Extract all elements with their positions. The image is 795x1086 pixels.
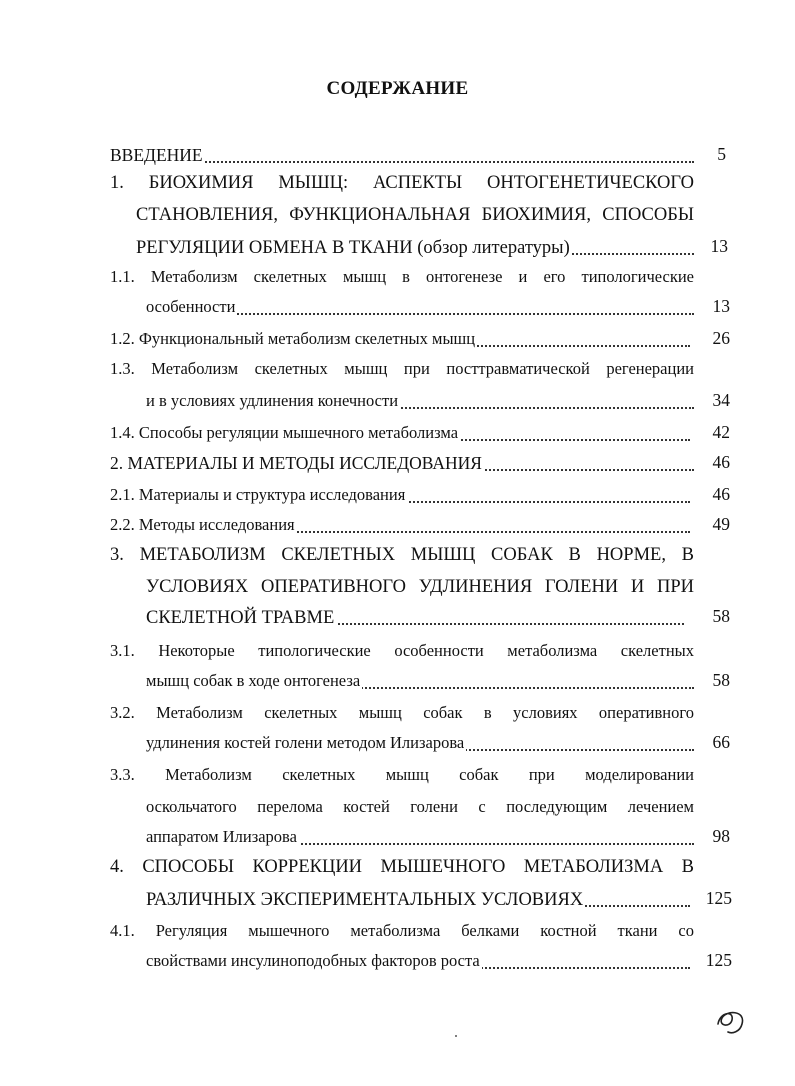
toc-line: мышц собак в ходе онтогенеза	[146, 671, 361, 690]
toc-line: РЕГУЛЯЦИИ ОБМЕНА В ТКАНИ (обзор литературы)	[136, 238, 570, 258]
toc-line: особенности	[146, 297, 236, 316]
toc-page-number: 58	[712, 670, 730, 690]
toc-entry-4-1	[146, 950, 690, 972]
toc-entry-1-3	[146, 390, 694, 412]
toc-line: 1.4. Способы регуляции мышечного метаболизма	[110, 423, 459, 442]
toc-page-number: 46	[712, 452, 730, 472]
toc-page-number: 98	[712, 826, 730, 846]
toc-page-number: 125	[705, 888, 732, 908]
toc-page-number: 13	[710, 236, 728, 256]
toc-line: удлинения костей голени методом Илизарова	[146, 733, 465, 752]
toc-entry-2-2	[110, 514, 690, 536]
toc-page-number: 125	[705, 950, 732, 970]
toc-line: УСЛОВИЯХ ОПЕРАТИВНОГО УДЛИНЕНИЯ ГОЛЕНИ И ПРИ	[146, 577, 694, 597]
toc-line: и в условиях удлинения конечности	[146, 391, 399, 410]
toc-line: 3.2. Метаболизм скелетных мышц собак в условиях оперативного	[110, 703, 694, 722]
toc-page-number: 58	[712, 606, 730, 626]
toc-entry-3-2	[146, 732, 694, 754]
toc-line: СКЕЛЕТНОЙ ТРАВМЕ	[146, 608, 335, 628]
toc-page-number: 42	[712, 422, 730, 442]
toc-line: СТАНОВЛЕНИЯ, ФУНКЦИОНАЛЬНАЯ БИОХИМИЯ, СПОСОБЫ	[136, 205, 694, 225]
toc-line: свойствами инсулиноподобных факторов роста	[146, 951, 480, 970]
toc-line: 1. БИОХИМИЯ МЫШЦ: АСПЕКТЫ ОНТОГЕНЕТИЧЕСКОГО	[110, 173, 694, 193]
toc-page-number: 66	[712, 732, 730, 752]
toc-entry-1-4	[110, 422, 690, 444]
toc-line: 3.3. Метаболизм скелетных мышц собак при моделировании	[110, 765, 694, 784]
toc-entry-1-2	[110, 328, 690, 350]
toc-line: 1.3. Метаболизм скелетных мышц при посттравматической регенерации	[110, 359, 694, 378]
toc-page-number: 49	[712, 514, 730, 534]
toc-line: 2.2. Методы исследования	[110, 515, 295, 534]
toc-entry-intro	[110, 144, 694, 166]
toc-page-number: 34	[712, 390, 730, 410]
toc-page-number: 46	[712, 484, 730, 504]
toc-entry-2-1	[110, 484, 690, 506]
toc-line: 4.1. Регуляция мышечного метаболизма белками костной ткани со	[110, 921, 694, 940]
page-title: СОДЕРЖАНИЕ	[326, 78, 469, 99]
toc-line: 3.1. Некоторые типологические особенности метаболизма скелетных	[110, 641, 694, 660]
toc-line: 4. СПОСОБЫ КОРРЕКЦИИ МЫШЕЧНОГО МЕТАБОЛИЗМА В	[110, 857, 694, 877]
handwritten-page-mark-icon	[712, 1002, 752, 1042]
toc-entry-1-1	[146, 296, 694, 318]
toc-entry-3-3	[146, 826, 694, 848]
toc-line: РАЗЛИЧНЫХ ЭКСПЕРИМЕНТАЛЬНЫХ УСЛОВИЯХ	[146, 890, 584, 910]
toc-line: 2. МАТЕРИАЛЫ И МЕТОДЫ ИССЛЕДОВАНИЯ	[110, 453, 482, 473]
scan-speck	[455, 1035, 457, 1037]
toc-line: аппаратом Илизарова	[146, 827, 297, 846]
toc-entry-chapter-4	[146, 888, 690, 910]
toc-line: 1.1. Метаболизм скелетных мышц в онтогенезе и его типологические	[110, 267, 694, 286]
toc-line: оскольчатого перелома костей голени с последующим лечением	[146, 797, 694, 816]
toc-line: ВВЕДЕНИЕ	[110, 145, 203, 165]
toc-line: 1.2. Функциональный метаболизм скелетных мышц	[110, 329, 476, 348]
toc-page-number: 13	[712, 296, 730, 316]
toc-entry-chapter-1	[136, 236, 694, 258]
toc-entry-3-1	[146, 670, 694, 692]
toc-line: 2.1. Материалы и структура исследования	[110, 485, 406, 504]
toc-line: 3. МЕТАБОЛИЗМ СКЕЛЕТНЫХ МЫШЦ СОБАК В НОРМЕ, В	[110, 545, 694, 565]
toc-entry-chapter-3	[146, 606, 684, 628]
toc-entry-chapter-2	[110, 452, 694, 474]
toc-page-number: 26	[712, 328, 730, 348]
toc-page-number: 5	[717, 144, 726, 164]
